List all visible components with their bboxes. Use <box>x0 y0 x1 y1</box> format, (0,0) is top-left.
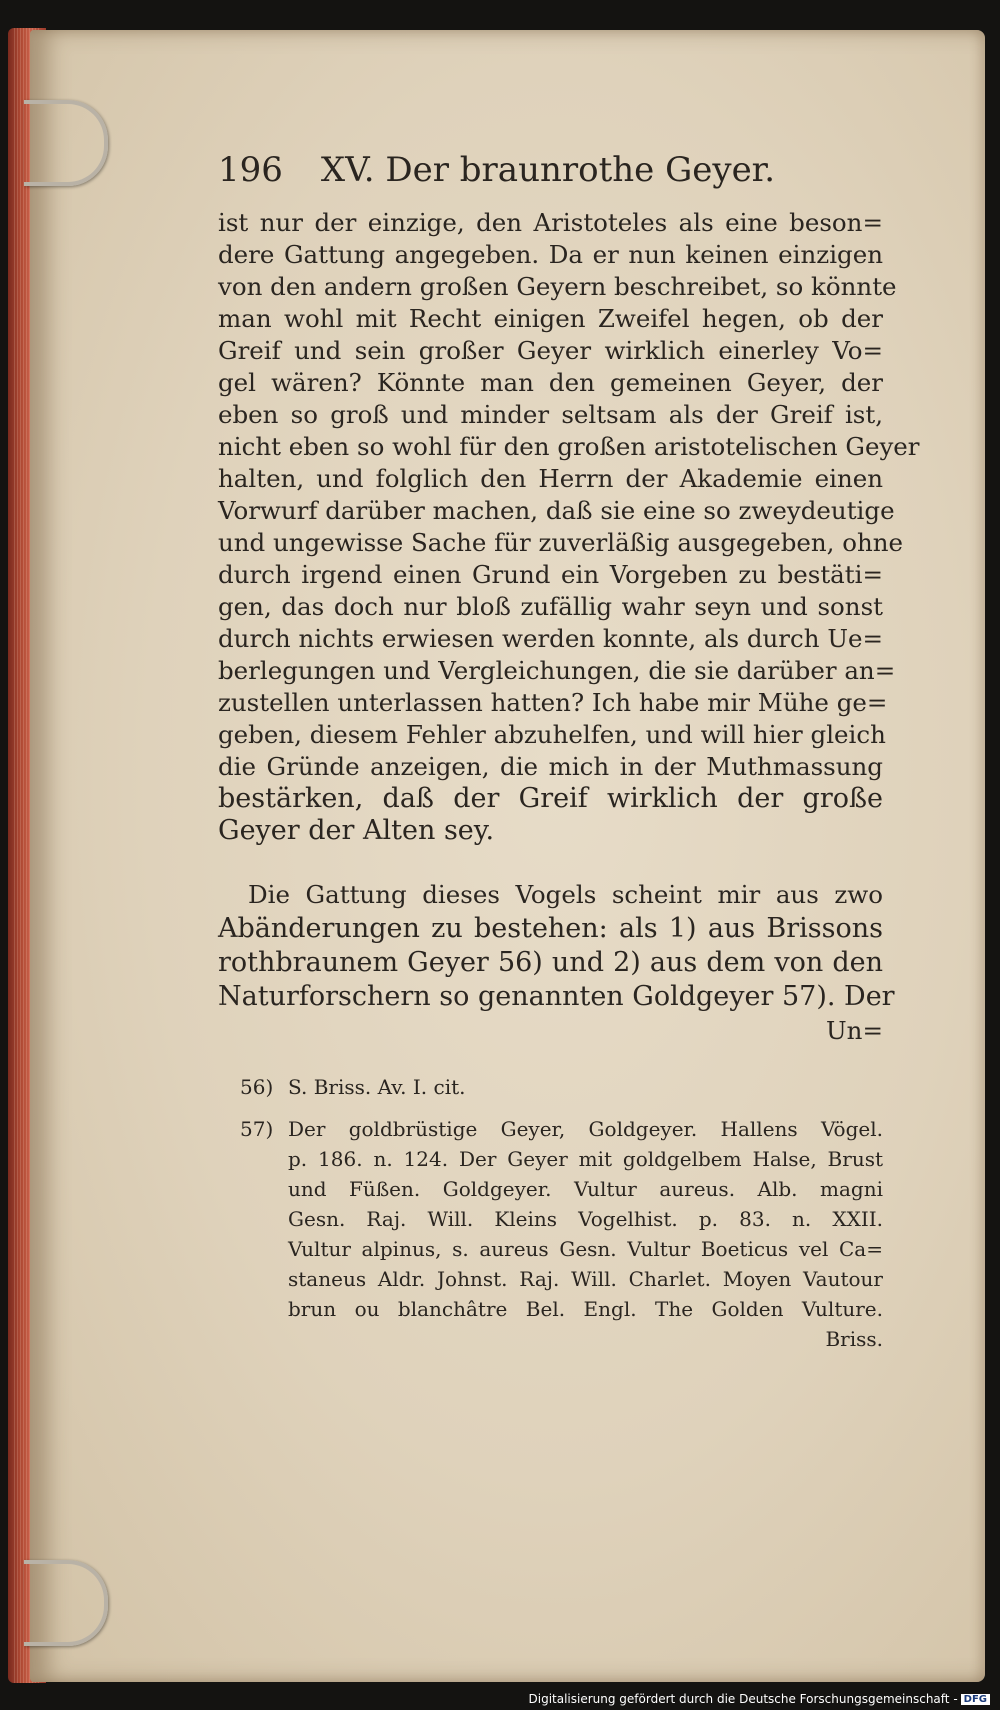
footnote-line: und Füßen. Goldgeyer. Vultur aureus. Alb. magni <box>288 1177 883 1201</box>
body-line: Die Gattung dieses Vogels scheint mir aus zwo <box>248 880 883 909</box>
body-line: die Gründe anzeigen, die mich in der Muthmassung <box>218 752 883 781</box>
body-line: dere Gattung angegeben. Da er nun keinen einzigen <box>218 240 883 269</box>
body-line: halten, und folglich den Herrn der Akademie einen <box>218 464 883 493</box>
body-line: durch nichts erwiesen werden konnte, als durch Ue= <box>218 624 883 653</box>
body-line: rothbraunem Geyer 56) und 2) aus dem von den <box>218 947 883 978</box>
page-clip-top <box>24 100 108 186</box>
running-header <box>218 150 775 190</box>
body-line: Greif und sein großer Geyer wirklich einerley Vo= <box>218 336 883 365</box>
body-line: und ungewisse Sache für zuverläßig ausgegeben, ohne <box>218 528 904 557</box>
chapter-title: XV. Der braunrothe Geyer. <box>320 150 776 190</box>
footnote-line: Briss. <box>825 1327 883 1351</box>
body-line: geben, diesem Fehler abzuhelfen, und will hier gleich <box>218 720 886 749</box>
footnote-text: S. Briss. Av. I. cit. <box>288 1075 466 1099</box>
body-line: Geyer der Alten sey. <box>218 815 495 846</box>
page-number: 196 <box>218 150 283 190</box>
body-line: zustellen unterlassen hatten? Ich habe mir Mühe ge= <box>218 688 888 717</box>
body-line: gel wären? Könnte man den gemeinen Geyer, der <box>218 368 883 397</box>
digitization-credit <box>529 1692 991 1706</box>
page-clip-bottom <box>24 1560 108 1646</box>
body-line: berlegungen und Vergleichungen, die sie darüber an= <box>218 656 896 685</box>
body-line: bestärken, daß der Greif wirklich der große <box>218 783 883 814</box>
dfg-logo: DFG <box>961 1694 990 1705</box>
footnote-number: 56) <box>240 1075 274 1099</box>
footnote-number: 57) <box>240 1117 274 1141</box>
body-line: gen, das doch nur bloß zufällig wahr seyn und sonst <box>218 592 883 621</box>
catchword: Un= <box>826 1016 883 1045</box>
body-line: eben so groß und minder seltsam als der Greif ist, <box>218 400 883 429</box>
footnote-line: Vultur alpinus, s. aureus Gesn. Vultur Boeticus vel Ca= <box>288 1237 883 1261</box>
body-line: Vorwurf darüber machen, daß sie eine so zweydeutige <box>218 496 895 525</box>
credit-text: Digitalisierung gefördert durch die Deutsche Forschungsgemeinschaft - <box>528 1692 958 1706</box>
body-line: ist nur der einzige, den Aristoteles als eine beson= <box>218 208 883 237</box>
body-line: durch irgend einen Grund ein Vorgeben zu bestäti= <box>218 560 883 589</box>
footnote-line: staneus Aldr. Johnst. Raj. Will. Charlet. Moyen Vautour <box>288 1267 883 1291</box>
footnote-line: Gesn. Raj. Will. Kleins Vogelhist. p. 83. n. XXII. <box>288 1207 883 1231</box>
body-line: Abänderungen zu bestehen: als 1) aus Brissons <box>218 913 883 944</box>
body-line: man wohl mit Recht einigen Zweifel hegen, ob der <box>218 304 883 333</box>
footnote-line: p. 186. n. 124. Der Geyer mit goldgelbem Halse, Brust <box>288 1147 883 1171</box>
body-line: Naturforschern so genannten Goldgeyer 57). Der <box>218 981 895 1012</box>
body-line: nicht eben so wohl für den großen aristotelischen Geyer <box>218 432 920 461</box>
footnote-line: brun ou blanchâtre Bel. Engl. The Golden Vulture. <box>288 1297 883 1321</box>
footnote-line: Der goldbrüstige Geyer, Goldgeyer. Hallens Vögel. <box>288 1117 883 1141</box>
body-line: von den andern großen Geyern beschreibet, so könnte <box>218 272 897 301</box>
